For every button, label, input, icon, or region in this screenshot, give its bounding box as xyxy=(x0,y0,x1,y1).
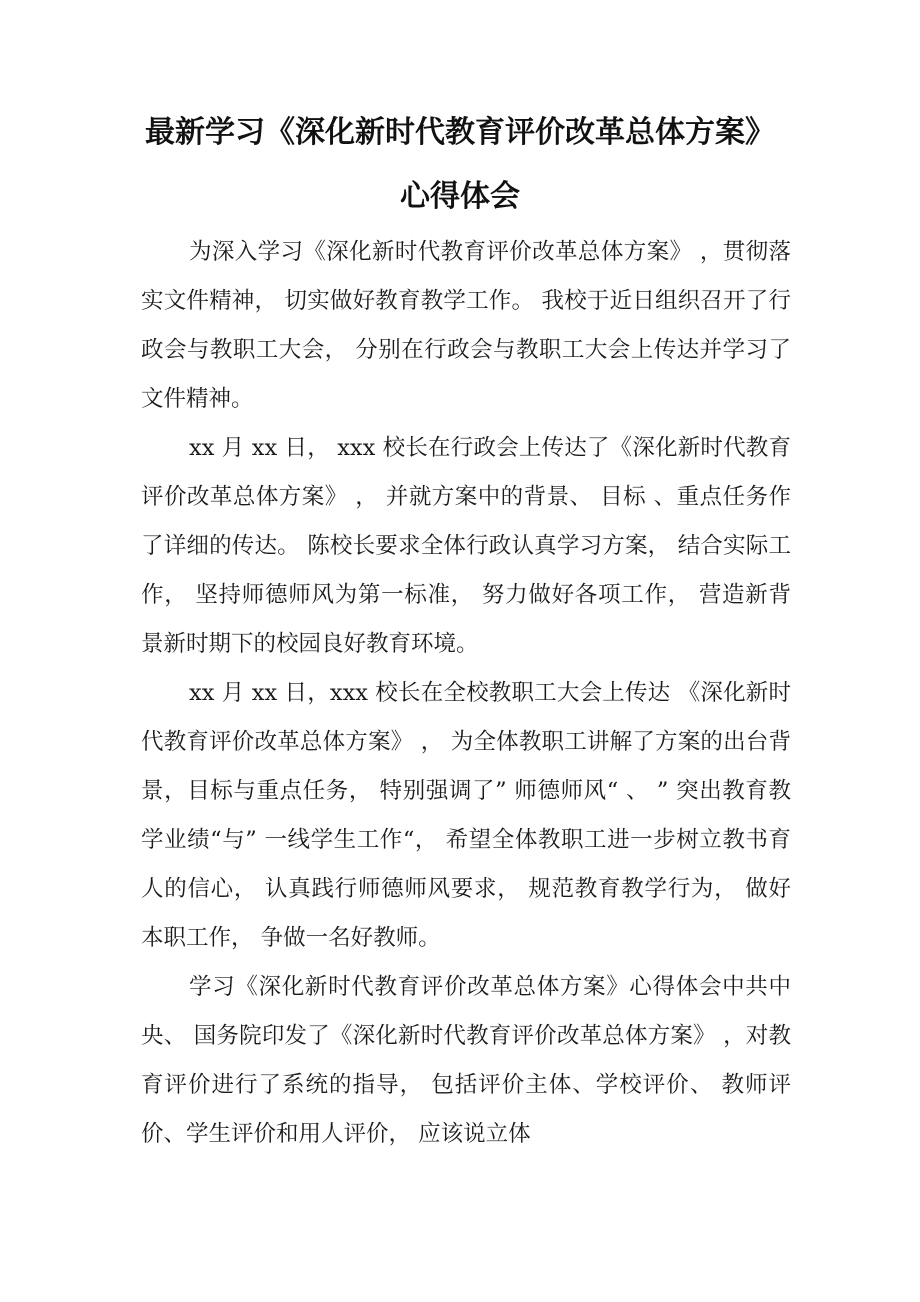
document-body xyxy=(141,228,791,1159)
document-subtitle: 心得体会 xyxy=(400,179,520,214)
paragraph-4: 学习《深化新时代教育评价改革总体方案》心得体会中共中央、 国务院印发了《深化新时代教育评价改革总体方案》 ，对教育评价进行了系统的指导， 包括评价主体、学校评价、 教师评价、学生评价和用人评价， 应该说立体 xyxy=(141,974,791,1147)
paragraph-1: 为深入学习《深化新时代教育评价改革总体方案》 ，贯彻落实文件精神， 切实做好教育教学工作。 我校于近日组织召开了行政会与教职工大会， 分别在行政会与教职工大会上传达并学习了文件精神。 xyxy=(141,239,791,412)
document-title: 最新学习《深化新时代教育评价改革总体方案》 xyxy=(145,115,775,150)
paragraph-3: xx 月 xx 日，xxx 校长在全校教职工大会上传达 《深化新时代教育评价改革总体方案》 ， 为全体教职工讲解了方案的出台背景，目标与重点任务， 特别强调了” 师德师风“ 、 ” 突出教育教学业绩“与” 一线学生工作“， 希望全体教职工进一步树立教书育人的信心， 认真践行师德师风要求， 规范教育教学行为， 做好本职工作， 争做一名好教师。 xyxy=(141,680,791,951)
paragraph-2: xx 月 xx 日， xxx 校长在行政会上传达了《深化新时代教育评价改革总体方案》 ， 并就方案中的背景、 目标 、重点任务作了详细的传达。 陈校长要求全体行政认真学习方案， 结合实际工作， 坚持师德师风为第一标准， 努力做好各项工作， 营造新背景新时期下的校园良好教育环境。 xyxy=(141,435,791,657)
